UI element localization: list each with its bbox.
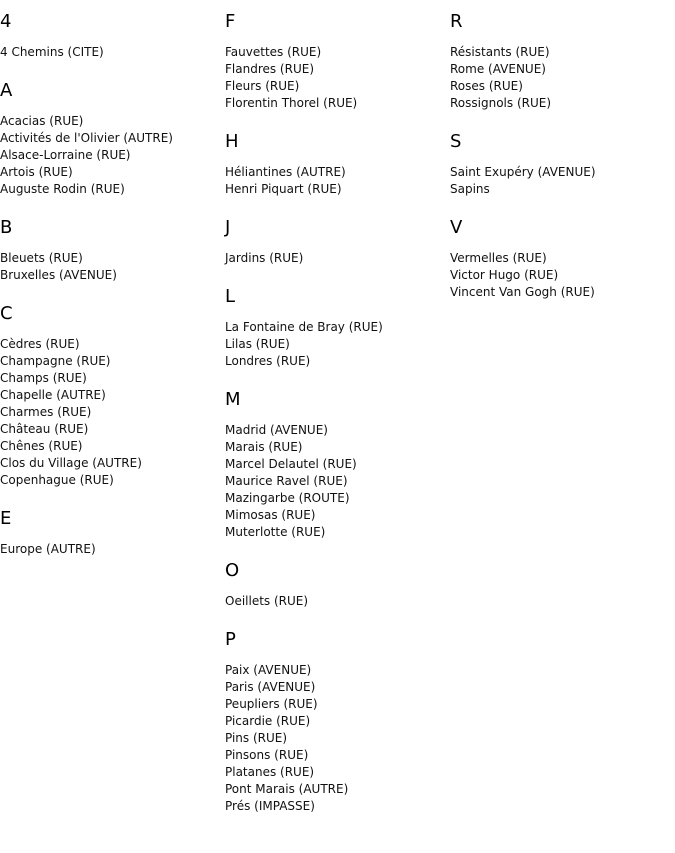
street-link[interactable]: Jardins (RUE) xyxy=(225,251,304,265)
street-link[interactable]: Marais (RUE) xyxy=(225,440,303,454)
street-link[interactable]: Activités de l'Olivier (AUTRE) xyxy=(0,131,173,145)
street-link[interactable]: Platanes (RUE) xyxy=(225,765,315,779)
street-link[interactable]: Prés (IMPASSE) xyxy=(225,799,315,813)
street-link[interactable]: Charmes (RUE) xyxy=(0,405,92,419)
letter-heading: M xyxy=(225,389,241,410)
letter-heading: J xyxy=(225,217,231,238)
street-link[interactable]: Madrid (AVENUE) xyxy=(225,423,328,437)
street-link[interactable]: Pont Marais (AUTRE) xyxy=(225,782,349,796)
letter-heading: C xyxy=(0,303,13,324)
index-column xyxy=(450,10,672,319)
letter-heading: E xyxy=(0,508,12,529)
street-link[interactable]: Marcel Delautel (RUE) xyxy=(225,457,357,471)
street-link[interactable]: Résistants (RUE) xyxy=(450,45,550,59)
letter-heading: A xyxy=(0,80,13,101)
street-link[interactable]: Victor Hugo (RUE) xyxy=(450,268,559,282)
street-link[interactable]: Bruxelles (AVENUE) xyxy=(0,268,117,282)
street-link[interactable]: Maurice Ravel (RUE) xyxy=(225,474,348,488)
street-link[interactable]: Champagne (RUE) xyxy=(0,354,111,368)
street-link[interactable]: Florentin Thorel (RUE) xyxy=(225,96,358,110)
street-link[interactable]: Rossignols (RUE) xyxy=(450,96,552,110)
street-link[interactable]: Acacias (RUE) xyxy=(0,114,84,128)
index-column xyxy=(0,10,222,576)
letter-heading: 4 xyxy=(0,11,12,32)
letter-group xyxy=(225,559,447,610)
street-link[interactable]: Chapelle (AUTRE) xyxy=(0,388,106,402)
letter-group xyxy=(0,10,222,61)
street-link[interactable]: Auguste Rodin (RUE) xyxy=(0,182,125,196)
street-link[interactable]: Copenhague (RUE) xyxy=(0,473,114,487)
letter-heading: B xyxy=(0,217,13,238)
street-link[interactable]: Muterlotte (RUE) xyxy=(225,525,326,539)
street-link[interactable]: Saint Exupéry (AVENUE) xyxy=(450,165,596,179)
letter-group xyxy=(450,216,672,301)
street-link[interactable]: Vincent Van Gogh (RUE) xyxy=(450,285,595,299)
letter-group xyxy=(225,216,447,267)
street-link[interactable]: Paris (AVENUE) xyxy=(225,680,316,694)
street-link[interactable]: Mazingarbe (ROUTE) xyxy=(225,491,350,505)
street-link[interactable]: Clos du Village (AUTRE) xyxy=(0,456,142,470)
letter-group xyxy=(450,130,672,198)
street-link[interactable]: Fauvettes (RUE) xyxy=(225,45,322,59)
street-link[interactable]: Vermelles (RUE) xyxy=(450,251,547,265)
street-link[interactable]: 4 Chemins (CITE) xyxy=(0,45,104,59)
letter-heading: V xyxy=(450,217,463,238)
street-link[interactable]: Rome (AVENUE) xyxy=(450,62,546,76)
letter-heading: L xyxy=(225,286,236,307)
letter-group xyxy=(0,302,222,489)
street-link[interactable]: Alsace-Lorraine (RUE) xyxy=(0,148,131,162)
street-link[interactable]: Champs (RUE) xyxy=(0,371,87,385)
letter-group xyxy=(225,388,447,541)
street-link[interactable]: Mimosas (RUE) xyxy=(225,508,316,522)
street-link[interactable]: Londres (RUE) xyxy=(225,354,311,368)
street-link[interactable]: Picardie (RUE) xyxy=(225,714,311,728)
letter-group xyxy=(225,10,447,112)
street-link[interactable]: Paix (AVENUE) xyxy=(225,663,312,677)
letter-group xyxy=(225,628,447,815)
street-link[interactable]: Artois (RUE) xyxy=(0,165,73,179)
street-link[interactable]: La Fontaine de Bray (RUE) xyxy=(225,320,383,334)
letter-heading: H xyxy=(225,131,239,152)
street-link[interactable]: Henri Piquart (RUE) xyxy=(225,182,342,196)
letter-group xyxy=(225,130,447,198)
street-link[interactable]: Sapins xyxy=(450,182,490,196)
letter-group xyxy=(0,507,222,558)
street-link[interactable]: Héliantines (AUTRE) xyxy=(225,165,346,179)
street-link[interactable]: Pins (RUE) xyxy=(225,731,288,745)
street-link[interactable]: Cèdres (RUE) xyxy=(0,337,80,351)
street-link[interactable]: Peupliers (RUE) xyxy=(225,697,318,711)
street-link[interactable]: Lilas (RUE) xyxy=(225,337,290,351)
letter-heading: O xyxy=(225,560,240,581)
street-link[interactable]: Roses (RUE) xyxy=(450,79,523,93)
street-link[interactable]: Château (RUE) xyxy=(0,422,89,436)
street-link[interactable]: Flandres (RUE) xyxy=(225,62,314,76)
letter-group xyxy=(225,285,447,370)
street-link[interactable]: Pinsons (RUE) xyxy=(225,748,309,762)
letter-heading: S xyxy=(450,131,462,152)
letter-group xyxy=(450,10,672,112)
street-link[interactable]: Oeillets (RUE) xyxy=(225,594,309,608)
street-link[interactable]: Fleurs (RUE) xyxy=(225,79,300,93)
index-column xyxy=(225,10,447,833)
street-link[interactable]: Bleuets (RUE) xyxy=(0,251,83,265)
letter-group xyxy=(0,79,222,198)
letter-heading: F xyxy=(225,11,236,32)
street-link[interactable]: Europe (AUTRE) xyxy=(0,542,96,556)
letter-heading: R xyxy=(450,11,463,32)
letter-group xyxy=(0,216,222,284)
letter-heading: P xyxy=(225,629,236,650)
street-link[interactable]: Chênes (RUE) xyxy=(0,439,83,453)
